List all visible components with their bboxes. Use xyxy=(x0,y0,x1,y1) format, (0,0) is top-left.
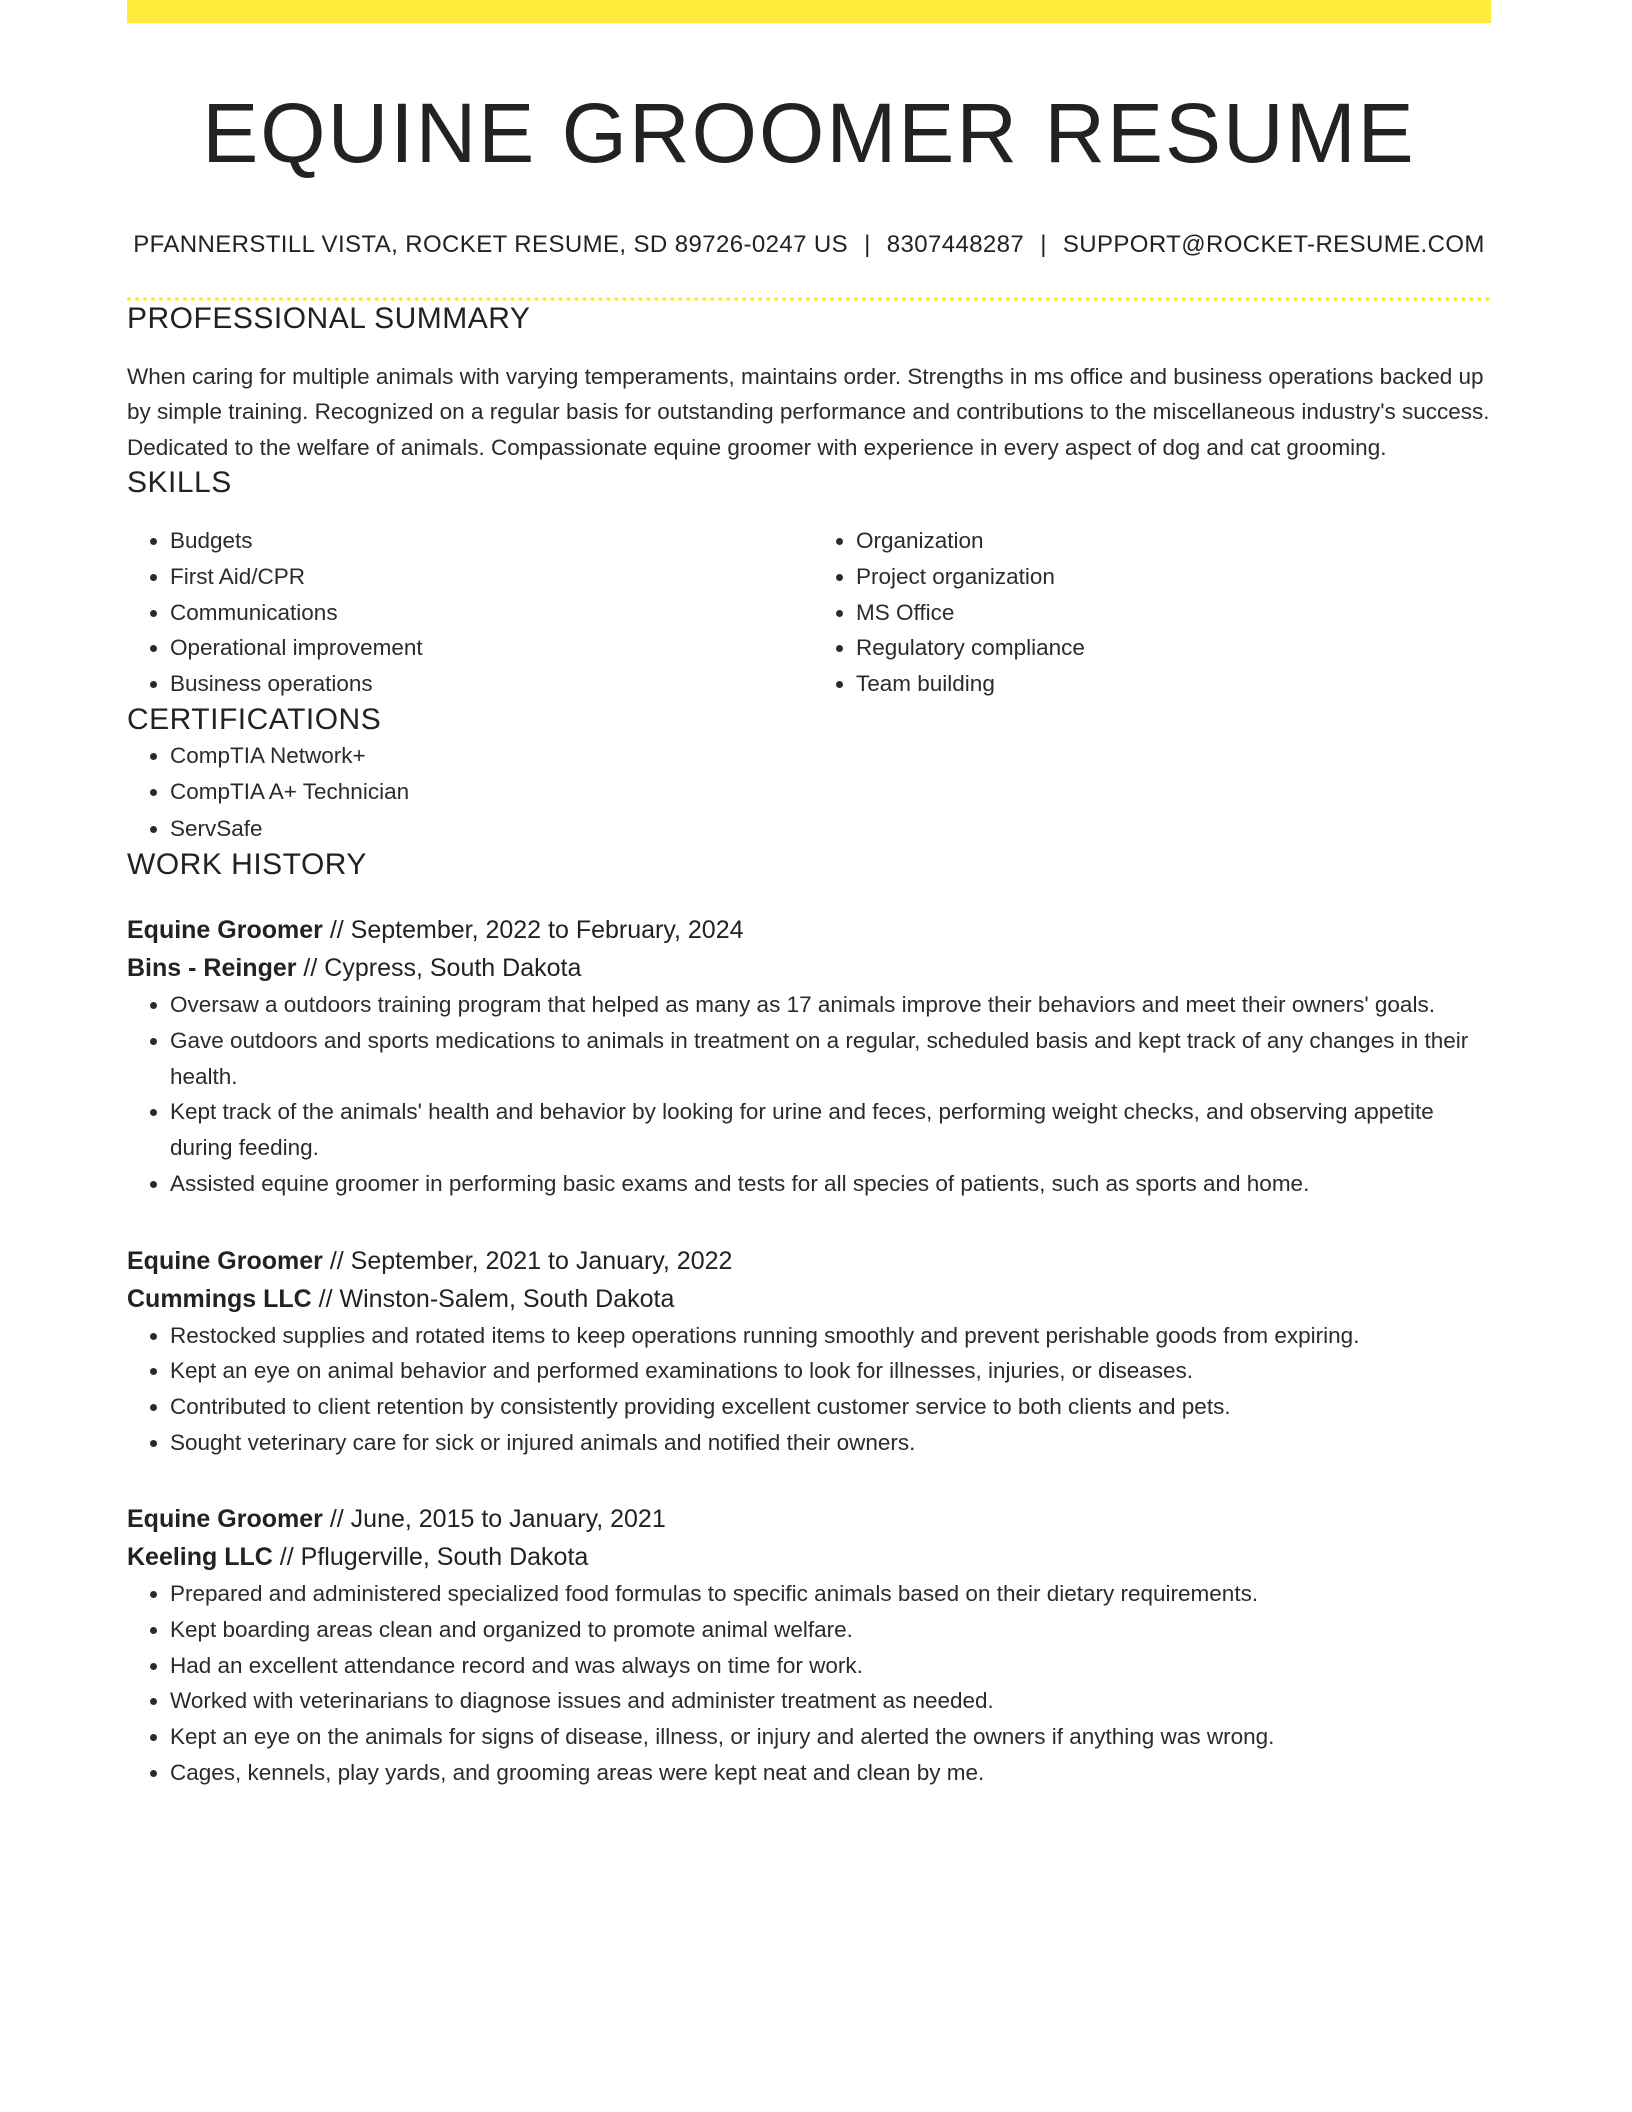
contact-address: PFANNERSTILL VISTA, ROCKET RESUME, SD 89726-0247 US xyxy=(133,230,849,258)
job-location: Cypress, South Dakota xyxy=(324,954,582,983)
job-role: Equine Groomer xyxy=(127,1246,323,1275)
job-bullet: • Kept track of the animals' health and behavior by looking for urine and feces, performing weight checks, and observing appetite during feeding. xyxy=(170,1094,1491,1165)
job-bullet: • Kept an eye on animal behavior and performed examinations to look for illnesses, injuries, or diseases. xyxy=(170,1353,1491,1389)
job-bullet: • Contributed to client retention by consistently providing excellent customer service to both clients and pets. xyxy=(170,1389,1491,1425)
certification-item: • CompTIA Network+ xyxy=(170,738,1491,775)
job-bullet: • Gave outdoors and sports medications to animals in treatment on a regular, scheduled basis and kept track of any changes in their health. xyxy=(170,1023,1491,1094)
section-title-summary: PROFESSIONAL SUMMARY xyxy=(127,301,531,335)
skill-item: • Operational improvement xyxy=(170,630,809,666)
skill-item: • MS Office xyxy=(856,595,1491,631)
job-bullet: • Oversaw a outdoors training program that helped as many as 17 animals improve their behaviors and meet their owners' goals. xyxy=(170,987,1491,1023)
job-role-line xyxy=(127,1500,1491,1538)
job-separator: // xyxy=(272,1543,301,1572)
certifications-list xyxy=(127,738,1491,848)
resume-page xyxy=(127,0,1491,1791)
job-location: Winston-Salem, South Dakota xyxy=(339,1284,675,1313)
contact-email[interactable]: SUPPORT@ROCKET-RESUME.COM xyxy=(1062,230,1485,258)
skills-column-left xyxy=(127,523,809,702)
job-bullet: • Assisted equine groomer in performing basic exams and tests for all species of patients, such as sports and home. xyxy=(170,1166,1491,1202)
certification-item: • CompTIA A+ Technician xyxy=(170,774,1491,811)
job-bullet-list xyxy=(127,1318,1491,1461)
top-accent-bar xyxy=(127,0,1491,23)
job-role: Equine Groomer xyxy=(127,916,323,945)
job-entry xyxy=(127,1242,1491,1461)
skill-item: • Organization xyxy=(856,523,1491,559)
job-dates: September, 2021 to January, 2022 xyxy=(350,1246,733,1275)
work-history-section xyxy=(127,847,1491,1790)
job-separator: // xyxy=(311,1284,340,1313)
job-bullet: • Worked with veterinarians to diagnose issues and administer treatment as needed. xyxy=(170,1683,1491,1719)
skills-section xyxy=(127,465,1491,702)
skill-item: • First Aid/CPR xyxy=(170,559,809,595)
job-separator: // xyxy=(322,1505,351,1534)
skill-item: • Regulatory compliance xyxy=(856,630,1491,666)
job-entry xyxy=(127,911,1491,1201)
section-title-certifications: CERTIFICATIONS xyxy=(127,702,382,736)
job-company-line xyxy=(127,949,1491,987)
skills-list-right xyxy=(809,523,1491,702)
contact-phone[interactable]: 8307448287 xyxy=(886,230,1025,258)
skill-item: • Project organization xyxy=(856,559,1491,595)
skills-grid xyxy=(127,523,1491,702)
summary-text: When caring for multiple animals with varying temperaments, maintains order. Strengths in ms office and business operations backed up by simple training. Recognized on a regular basis for outstanding performance and contributions to the miscellaneous industry's success. Dedicated to the welfare of animals. Compassionate equine groomer with experience in every aspect of dog and cat grooming. xyxy=(127,363,1490,460)
skill-item: • Business operations xyxy=(170,666,809,702)
section-title-work-history: WORK HISTORY xyxy=(127,848,367,882)
job-bullet: • Prepared and administered specialized food formulas to specific animals based on their dietary requirements. xyxy=(170,1576,1491,1612)
contact-line xyxy=(127,231,1491,259)
job-company: Bins - Reinger xyxy=(127,954,297,983)
certification-item: • ServSafe xyxy=(170,811,1491,848)
job-bullet: • Sought veterinary care for sick or injured animals and notified their owners. xyxy=(170,1425,1491,1461)
job-bullet-list xyxy=(127,987,1491,1201)
skill-item: • Communications xyxy=(170,595,809,631)
section-title-skills: SKILLS xyxy=(127,466,232,500)
job-bullet-list xyxy=(127,1576,1491,1790)
professional-summary-section xyxy=(127,301,1491,466)
skill-item: • Budgets xyxy=(170,523,809,559)
job-bullet: • Kept boarding areas clean and organized to promote animal welfare. xyxy=(170,1612,1491,1648)
job-dates: June, 2015 to January, 2021 xyxy=(350,1505,666,1534)
job-entry xyxy=(127,1500,1491,1790)
job-separator: // xyxy=(322,916,351,945)
resume-title: EQUINE GROOMER RESUME xyxy=(202,86,1416,180)
job-bullet: • Cages, kennels, play yards, and grooming areas were kept neat and clean by me. xyxy=(170,1755,1491,1791)
job-location: Pflugerville, South Dakota xyxy=(300,1543,589,1572)
job-dates: September, 2022 to February, 2024 xyxy=(350,916,744,945)
job-company-line xyxy=(127,1538,1491,1576)
job-company: Cummings LLC xyxy=(127,1284,312,1313)
job-bullet: • Kept an eye on the animals for signs of disease, illness, or injury and alerted the owners if anything was wrong. xyxy=(170,1719,1491,1755)
job-bullet: • Restocked supplies and rotated items to keep operations running smoothly and prevent perishable goods from expiring. xyxy=(170,1318,1491,1354)
job-company: Keeling LLC xyxy=(127,1543,273,1572)
job-role: Equine Groomer xyxy=(127,1505,323,1534)
job-role-line xyxy=(127,911,1491,949)
job-company-line xyxy=(127,1280,1491,1318)
contact-separator: | xyxy=(864,230,871,258)
certifications-section xyxy=(127,702,1491,848)
skills-list-left xyxy=(127,523,809,702)
skills-column-right xyxy=(809,523,1491,702)
contact-separator: | xyxy=(1040,230,1047,258)
job-bullet: • Had an excellent attendance record and was always on time for work. xyxy=(170,1648,1491,1684)
skill-item: • Team building xyxy=(856,666,1491,702)
job-role-line xyxy=(127,1242,1491,1280)
job-separator: // xyxy=(322,1246,351,1275)
job-separator: // xyxy=(296,954,325,983)
